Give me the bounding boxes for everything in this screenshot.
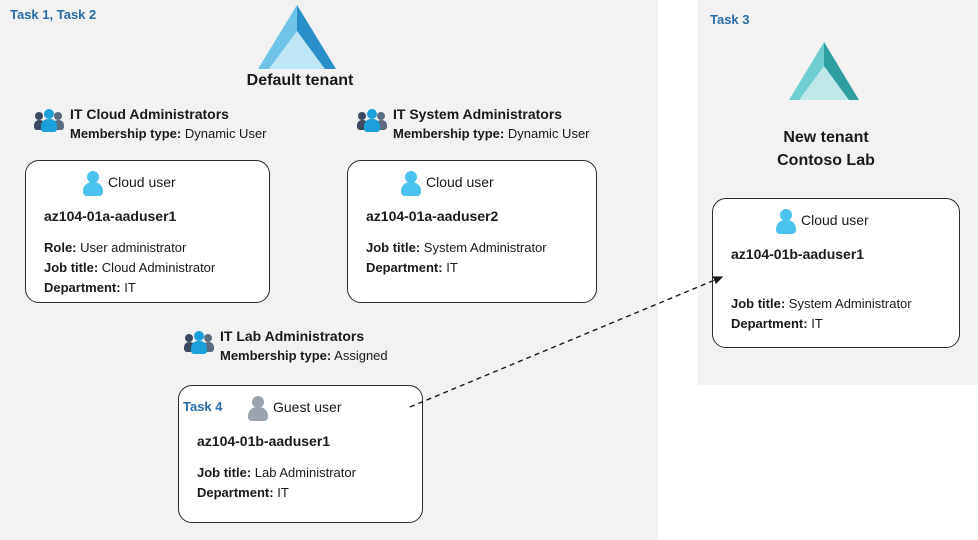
attribute-row — [197, 483, 422, 503]
user-attributes — [44, 238, 269, 298]
guest-user-icon — [247, 396, 269, 420]
attribute-row — [197, 463, 422, 483]
user-card-header — [179, 395, 422, 425]
attribute-key: Department: — [731, 316, 808, 332]
attribute-row — [731, 294, 959, 314]
attribute-row — [366, 258, 596, 278]
group-name: IT System Administrators — [393, 106, 563, 122]
attribute-key: Job title: — [44, 260, 99, 276]
user-card-header — [713, 208, 959, 238]
user-name: az104-01b-aaduser1 — [197, 433, 331, 449]
cloud-user-icon — [82, 171, 104, 195]
task-label-3: Task 3 — [710, 12, 750, 27]
user-card — [347, 160, 597, 303]
attribute-key: Department: — [197, 485, 274, 501]
attribute-row — [731, 314, 959, 334]
group-membership — [393, 124, 655, 144]
user-attributes — [731, 294, 959, 334]
people-group-icon — [184, 330, 216, 356]
attribute-value: System Administrator — [788, 296, 912, 311]
attribute-key: Department: — [366, 260, 443, 276]
user-name: az104-01b-aaduser1 — [731, 246, 865, 262]
group-membership-value: Dynamic User — [184, 125, 267, 141]
user-type-label: Cloud user — [801, 212, 869, 228]
group-membership-value: Dynamic User — [507, 125, 590, 141]
group-membership — [220, 346, 482, 366]
attribute-value: System Administrator — [423, 240, 547, 255]
pyramid-icon — [258, 5, 336, 69]
attribute-row — [44, 278, 269, 298]
user-name: az104-01a-aaduser1 — [44, 208, 177, 224]
new-tenant-title-line2: Contoso Lab — [777, 152, 875, 170]
group-header — [355, 105, 655, 143]
cloud-user-icon — [775, 209, 797, 233]
pyramid-face-front — [799, 66, 849, 100]
attribute-value: User administrator — [80, 240, 187, 255]
group-it-cloud-administrators — [32, 105, 332, 143]
attribute-row — [44, 238, 269, 258]
attribute-row — [366, 238, 596, 258]
new-tenant-title-line1: New tenant — [783, 129, 869, 146]
attribute-key: Job title: — [731, 296, 786, 311]
attribute-row — [44, 258, 269, 278]
user-card-header — [348, 170, 596, 200]
user-type-label: Cloud user — [108, 174, 176, 190]
attribute-value: Lab Administrator — [254, 465, 356, 480]
new-tenant-title — [726, 126, 926, 172]
pyramid-icon — [789, 42, 859, 100]
group-header — [32, 105, 332, 143]
attribute-value: Cloud Administrator — [101, 260, 216, 276]
group-membership — [70, 124, 332, 144]
group-membership-label: Membership type: — [70, 125, 182, 141]
attribute-key: Department: — [44, 280, 121, 296]
default-tenant-title: Default tenant — [246, 72, 354, 89]
group-it-lab-administrators — [182, 327, 482, 365]
people-group-icon — [357, 108, 389, 134]
user-type-label: Cloud user — [426, 174, 494, 190]
task-label-1-2: Task 1, Task 2 — [10, 7, 97, 22]
people-group-icon — [34, 108, 66, 134]
group-name: IT Cloud Administrators — [70, 106, 229, 122]
cloud-user-icon — [400, 171, 422, 195]
user-card-header — [26, 170, 269, 200]
attribute-key: Job title: — [197, 465, 252, 480]
attribute-value: IT — [446, 260, 458, 276]
user-attributes — [197, 463, 422, 503]
group-it-system-administrators — [355, 105, 655, 143]
user-card — [712, 198, 960, 348]
attribute-value: IT — [277, 485, 289, 501]
user-type-label: Guest user — [273, 399, 342, 415]
group-membership-value: Assigned — [334, 347, 388, 363]
attribute-key: Job title: — [366, 240, 421, 255]
attribute-value: IT — [124, 280, 136, 296]
attribute-key: Role: — [44, 240, 77, 255]
user-name: az104-01a-aaduser2 — [366, 208, 499, 224]
group-membership-label: Membership type: — [393, 125, 505, 141]
user-card — [25, 160, 270, 303]
task-label-4: Task 4 — [183, 399, 223, 414]
attribute-value: IT — [811, 316, 823, 332]
user-card — [178, 385, 423, 523]
pyramid-face-front — [269, 31, 325, 69]
group-name: IT Lab Administrators — [220, 328, 365, 344]
group-membership-label: Membership type: — [220, 347, 332, 363]
group-header — [182, 327, 482, 365]
user-attributes — [366, 238, 596, 278]
